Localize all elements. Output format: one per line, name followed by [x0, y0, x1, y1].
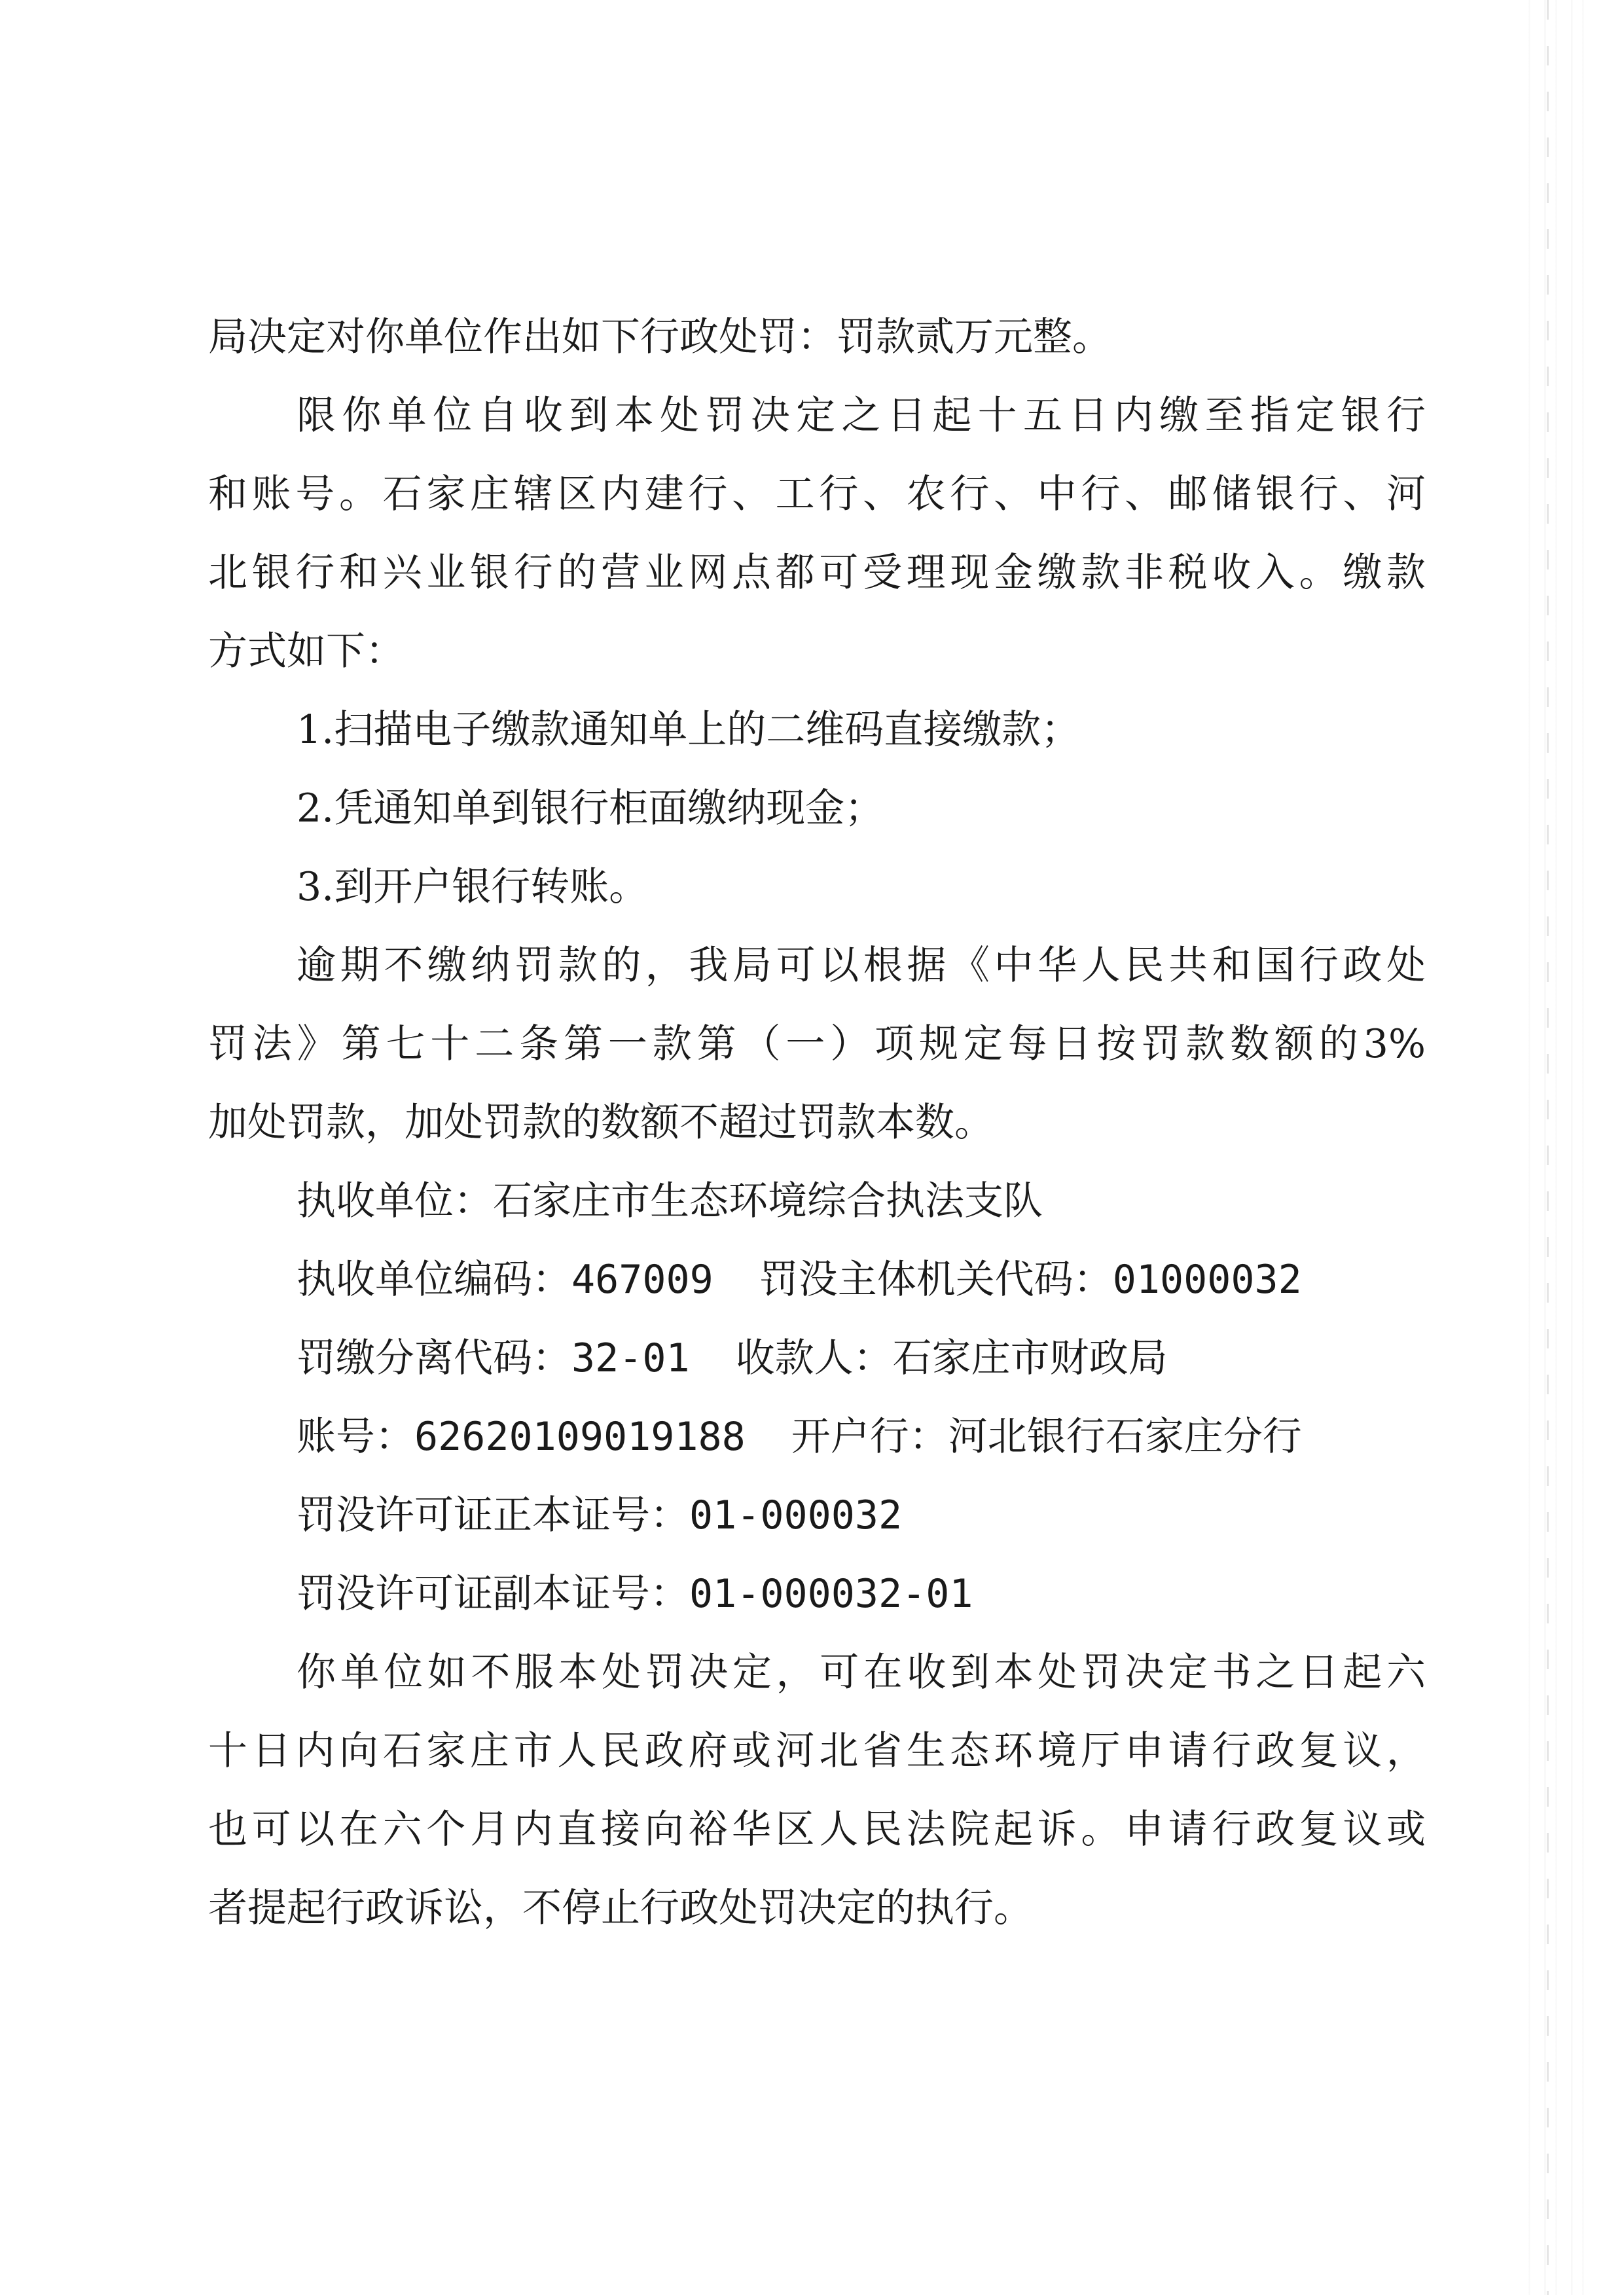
paragraph-line: 局决定对你单位作出如下行政处罚：罚款贰万元整。: [208, 314, 1111, 360]
paragraph-line: 逾期不缴纳罚款的，我局可以根据《中华人民共和国行政处: [297, 943, 1426, 988]
paragraph-line: 北银行和兴业银行的营业网点都可受理现金缴款非税收入。缴款: [208, 550, 1426, 596]
paragraph-line: 限你单位自收到本处罚决定之日起十五日内缴至指定银行: [297, 393, 1426, 439]
unit-code-value: 467009: [571, 1257, 713, 1303]
license-original-value: 01-000032: [689, 1492, 903, 1538]
account-label: 账号：: [297, 1414, 414, 1460]
separation-code-value: 32-01: [571, 1335, 690, 1381]
account-value: 62620109019188: [414, 1414, 746, 1460]
payment-unit-row: [208, 1162, 1426, 1240]
payee-label: 收款人：: [735, 1335, 893, 1381]
paragraph-line: 方式如下：: [208, 628, 405, 674]
unit-code-label: 执收单位编码：: [297, 1257, 571, 1303]
paragraph-line: 和账号。石家庄辖区内建行、工行、农行、中行、邮储银行、河: [208, 471, 1426, 517]
license-original-label: 罚没许可证正本证号：: [297, 1492, 689, 1538]
license-original-row: [208, 1476, 1426, 1555]
paragraph-line: 你单位如不服本处罚决定，可在收到本处罚决定书之日起六: [297, 1650, 1426, 1695]
payment-method-item: 2.凭通知单到银行柜面缴纳现金；: [297, 786, 884, 831]
paragraph-line: 也可以在六个月内直接向裕华区人民法院起诉。申请行政复议或: [208, 1807, 1426, 1852]
payment-method-item: 3.到开户银行转账。: [297, 864, 649, 910]
paragraph-line: 加处罚款，加处罚款的数额不超过罚款本数。: [208, 1100, 994, 1146]
paragraph-line: 十日内向石家庄市人民政府或河北省生态环境厅申请行政复议，: [208, 1728, 1426, 1774]
payment-code-row: [208, 1240, 1426, 1319]
document-body: [208, 298, 1426, 1947]
license-copy-value: 01-000032-01: [689, 1571, 973, 1617]
payee-value: 石家庄市财政局: [892, 1335, 1168, 1381]
payment-payee-row: [208, 1319, 1426, 1398]
payment-method-item: 1.扫描电子缴款通知单上的二维码直接缴款；: [297, 707, 1081, 753]
unit-value: 石家庄市生态环境综合执法支队: [493, 1178, 1043, 1224]
paragraph-line: 者提起行政诉讼，不停止行政处罚决定的执行。: [208, 1885, 1033, 1931]
separation-code-label: 罚缴分离代码：: [297, 1335, 571, 1381]
authority-code-value: 01000032: [1112, 1257, 1302, 1303]
bank-value: 河北银行石家庄分行: [948, 1414, 1302, 1460]
authority-code-label: 罚没主体机关代码：: [759, 1257, 1113, 1303]
bank-label: 开户行：: [791, 1414, 948, 1460]
license-copy-label: 罚没许可证副本证号：: [297, 1571, 689, 1617]
payment-account-row: [208, 1398, 1426, 1476]
paragraph-line: 罚法》第七十二条第一款第（一）项规定每日按罚款数额的3%: [208, 1021, 1426, 1067]
scan-artifact: [1519, 0, 1598, 2295]
scan-artifact-line: [1547, 0, 1549, 2295]
unit-label: 执收单位：: [297, 1178, 493, 1224]
license-copy-row: [208, 1555, 1426, 1633]
